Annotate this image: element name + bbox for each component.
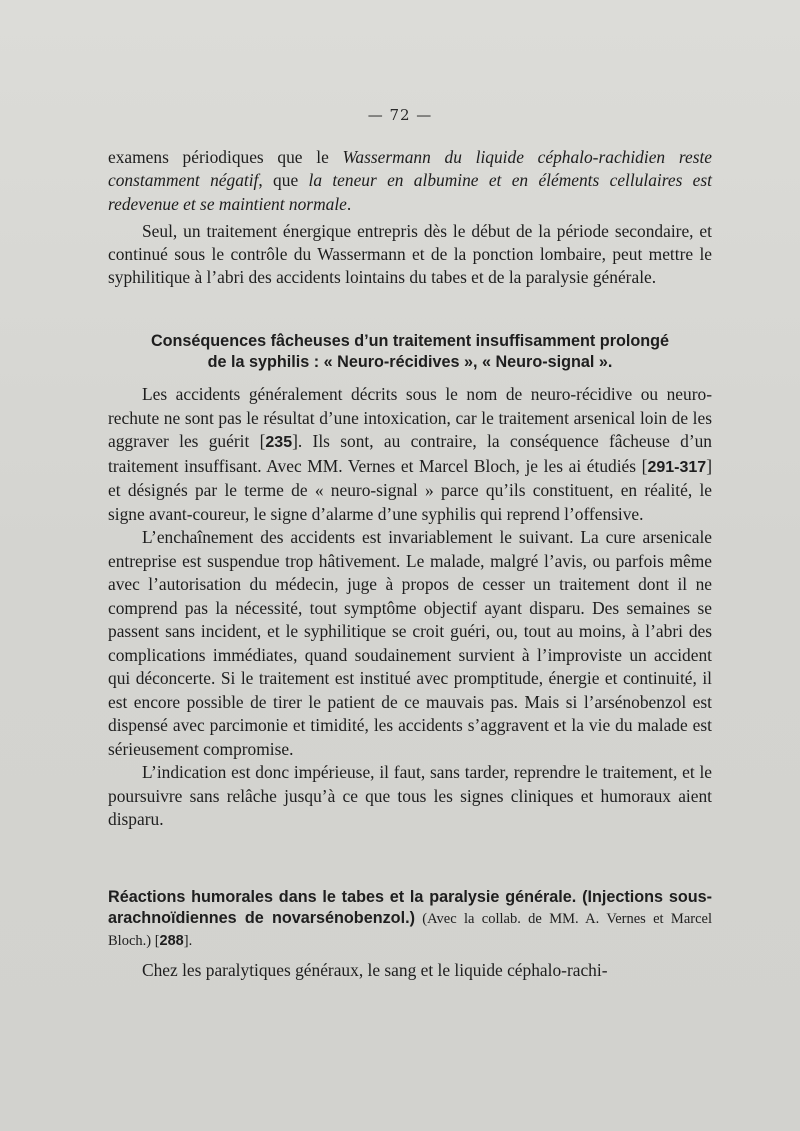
page-number: — 72 —: [367, 106, 433, 124]
para3-text-2: ]. Ils sont, au contraire, la conséquence fâcheuse d’un traitement insuffisant. Avec MM. Vernes et Marcel Bloch, je les ai étudiés [: [108, 431, 713, 476]
heading-2-end: ].: [183, 933, 193, 949]
para1-text-2: , que: [258, 170, 309, 191]
heading-1-line-1: Conséquences fâcheuses d’un traitement insuffisamment prolongé: [150, 332, 670, 350]
paragraph-3: [108, 383, 712, 526]
section-2-text: [108, 959, 712, 983]
paragraph-5: L’indication est donc impérieuse, il faut, sans tarder, reprendre le traitement, et le poursuivre sans relâche jusqu’à ce que tous les signes cliniques et humoraux aient disparu.: [108, 762, 712, 829]
para1-text-1: examens périodiques que le: [108, 147, 343, 167]
para1-italic-2: la teneur en albumine et en éléments cellulaires est redevenue et se maintient normale: [108, 170, 712, 214]
section-heading-1: [108, 331, 712, 373]
para3-text-1: Les accidents généralement décrits sous le nom de neuro-récidive ou neuro-rechute ne sont pas le résultat d’une intoxication, car le traitement arsenical loin de les aggraver les guérit [: [108, 384, 712, 451]
paragraph-4: L’enchaînement des accidents est invariablement le suivant. La cure arsenicale entreprise est suspendue trop hâtivement. Le malade, malgré l’avis, ou parfois même avec l’autorisation du médecin, juge à propos de cesser un traitement dont il ne comprend pas la nécessité, tout symptôme objectif ayant disparu. Des semaines se passent sans incident, et le syphilitique se croit guéri, ou, tout au moins, à l’abri des complications immédiates, quand soudainement survient à l’improviste un accident qui déconcerte. Si le traitement est institué avec promptitude, énergie et continuité, il est encore possible de tirer le patient de ce mauvais pas. Mais si l’arsénobenzol est dispensé avec parcimonie et timidité, les accidents s’aggravent et la vie du malade est sérieusement compromise.: [108, 527, 712, 759]
paragraph-6: Chez les paralytiques généraux, le sang et le liquide céphalo-rachi-: [142, 960, 608, 980]
section-heading-2: [108, 887, 712, 952]
reference-235: 235: [265, 434, 293, 451]
paragraph-2: Seul, un traitement énergique entrepris dès le début de la période secondaire, et continué sous le contrôle du Wassermann et de la ponction lombaire, peut mettre le syphilitique à l’abri des accidents lointains du tabes et de la paralysie générale.: [108, 220, 712, 288]
para1-text-3: .: [346, 193, 352, 214]
heading-2-collab: (Avec la collab. de MM. A. Vernes et Marcel Bloch.) [: [108, 911, 712, 949]
heading-1-line-2: de la syphilis : « Neuro-récidives », « Neuro-signal ».: [207, 353, 613, 371]
reference-288: 288: [159, 933, 184, 949]
heading-2-title: Réactions humorales dans le tabes et la paralysie générale. (Injections sous-arachnoïdiennes de novarsénobenzol.): [108, 888, 712, 927]
reference-291-317: 291-317: [647, 458, 707, 476]
paragraph-1: [108, 146, 712, 216]
para3-text-3: ] et désignés par le terme de « neuro-signal » parce qu’ils constituent, en réalité, le signe avant-coureur, le signe d’alarme d’une syphilis qui reprend l’offensive.: [108, 455, 712, 524]
section-1-text: [108, 383, 712, 832]
para1-italic-1: Wassermann du liquide céphalo-rachidien reste constamment négatif: [108, 147, 713, 191]
intro-text: [108, 146, 712, 290]
